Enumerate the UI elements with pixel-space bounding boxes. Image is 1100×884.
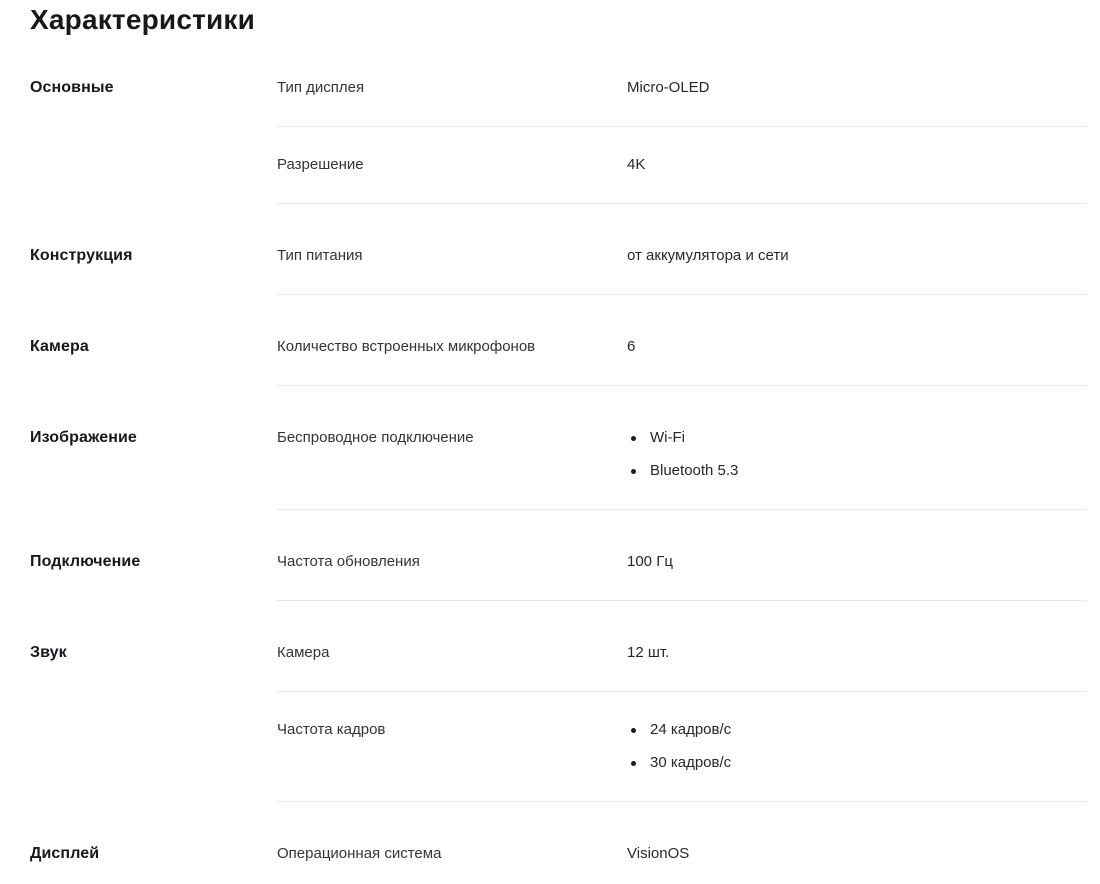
- page-title: Характеристики: [30, 4, 256, 35]
- spec-group: [30, 400, 1087, 510]
- spec-group: [30, 615, 1087, 802]
- spec-value-text: Micro-OLED: [627, 79, 710, 96]
- bullet-icon: [631, 469, 636, 474]
- spec-group: [30, 50, 1087, 204]
- spec-row: [277, 309, 1087, 386]
- spec-value-bullet-item: [627, 753, 1087, 773]
- spec-name: Камера: [277, 644, 330, 661]
- spec-name: Количество встроенных микрофонов: [277, 338, 536, 355]
- category-label: Подключение: [30, 553, 141, 570]
- spec-name: Тип дисплея: [277, 79, 365, 96]
- spec-value-text: 6: [627, 338, 636, 355]
- spec-value: [627, 844, 1087, 864]
- spec-value: [627, 720, 1087, 773]
- spec-value-text: 100 Гц: [627, 553, 673, 570]
- spec-value-bullet-item: [627, 461, 1087, 481]
- spec-value-text: 12 шт.: [627, 644, 670, 661]
- category-label: Камера: [30, 338, 89, 355]
- group-rows: [277, 309, 1087, 386]
- spec-row: [277, 127, 1087, 204]
- spec-value-bullet-item: [627, 720, 1087, 740]
- category-label: Звук: [30, 644, 67, 661]
- spec-row: [277, 50, 1087, 127]
- spec-name: Тип питания: [277, 247, 363, 264]
- spec-value-text: VisionOS: [627, 845, 690, 862]
- spec-value-bullet-item: [627, 428, 1087, 448]
- group-rows: [277, 218, 1087, 295]
- spec-name: Разрешение: [277, 156, 364, 173]
- category-label: Изображение: [30, 429, 137, 446]
- spec-value-text: 30 кадров/с: [650, 754, 732, 771]
- spec-value: [627, 246, 1087, 266]
- spec-value-text: Wi-Fi: [650, 429, 685, 446]
- spec-value-text: 4K: [627, 156, 646, 173]
- spec-name: Частота кадров: [277, 721, 386, 738]
- spec-row: [277, 524, 1087, 601]
- spec-value: [627, 643, 1087, 663]
- spec-value-text: 24 кадров/с: [650, 721, 732, 738]
- spec-row: [277, 692, 1087, 802]
- spec-value-text: от аккумулятора и сети: [627, 247, 789, 264]
- group-rows: [277, 816, 1087, 884]
- category-label: Основные: [30, 79, 114, 96]
- spec-value: [627, 428, 1087, 481]
- specs-section: [30, 0, 1087, 884]
- spec-name: Частота обновления: [277, 553, 420, 570]
- spec-row: [277, 218, 1087, 295]
- category-label: Конструкция: [30, 247, 133, 264]
- spec-value: [627, 155, 1087, 175]
- spec-value: [627, 337, 1087, 357]
- spec-row: [277, 816, 1087, 884]
- group-rows: [277, 615, 1087, 802]
- bullet-icon: [631, 728, 636, 733]
- spec-group: [30, 309, 1087, 386]
- spec-group: [30, 218, 1087, 295]
- spec-name: Беспроводное подключение: [277, 429, 474, 446]
- bullet-icon: [631, 436, 636, 441]
- spec-group: [30, 524, 1087, 601]
- group-rows: [277, 50, 1087, 204]
- bullet-icon: [631, 761, 636, 766]
- group-rows: [277, 400, 1087, 510]
- specs-table: [30, 50, 1087, 884]
- category-label: Дисплей: [30, 845, 100, 862]
- spec-value: [627, 552, 1087, 572]
- spec-name: Операционная система: [277, 845, 442, 862]
- group-rows: [277, 524, 1087, 601]
- spec-value-text: Bluetooth 5.3: [650, 462, 739, 479]
- spec-value: [627, 78, 1087, 98]
- spec-row: [277, 400, 1087, 510]
- spec-row: [277, 615, 1087, 692]
- spec-group: [30, 816, 1087, 884]
